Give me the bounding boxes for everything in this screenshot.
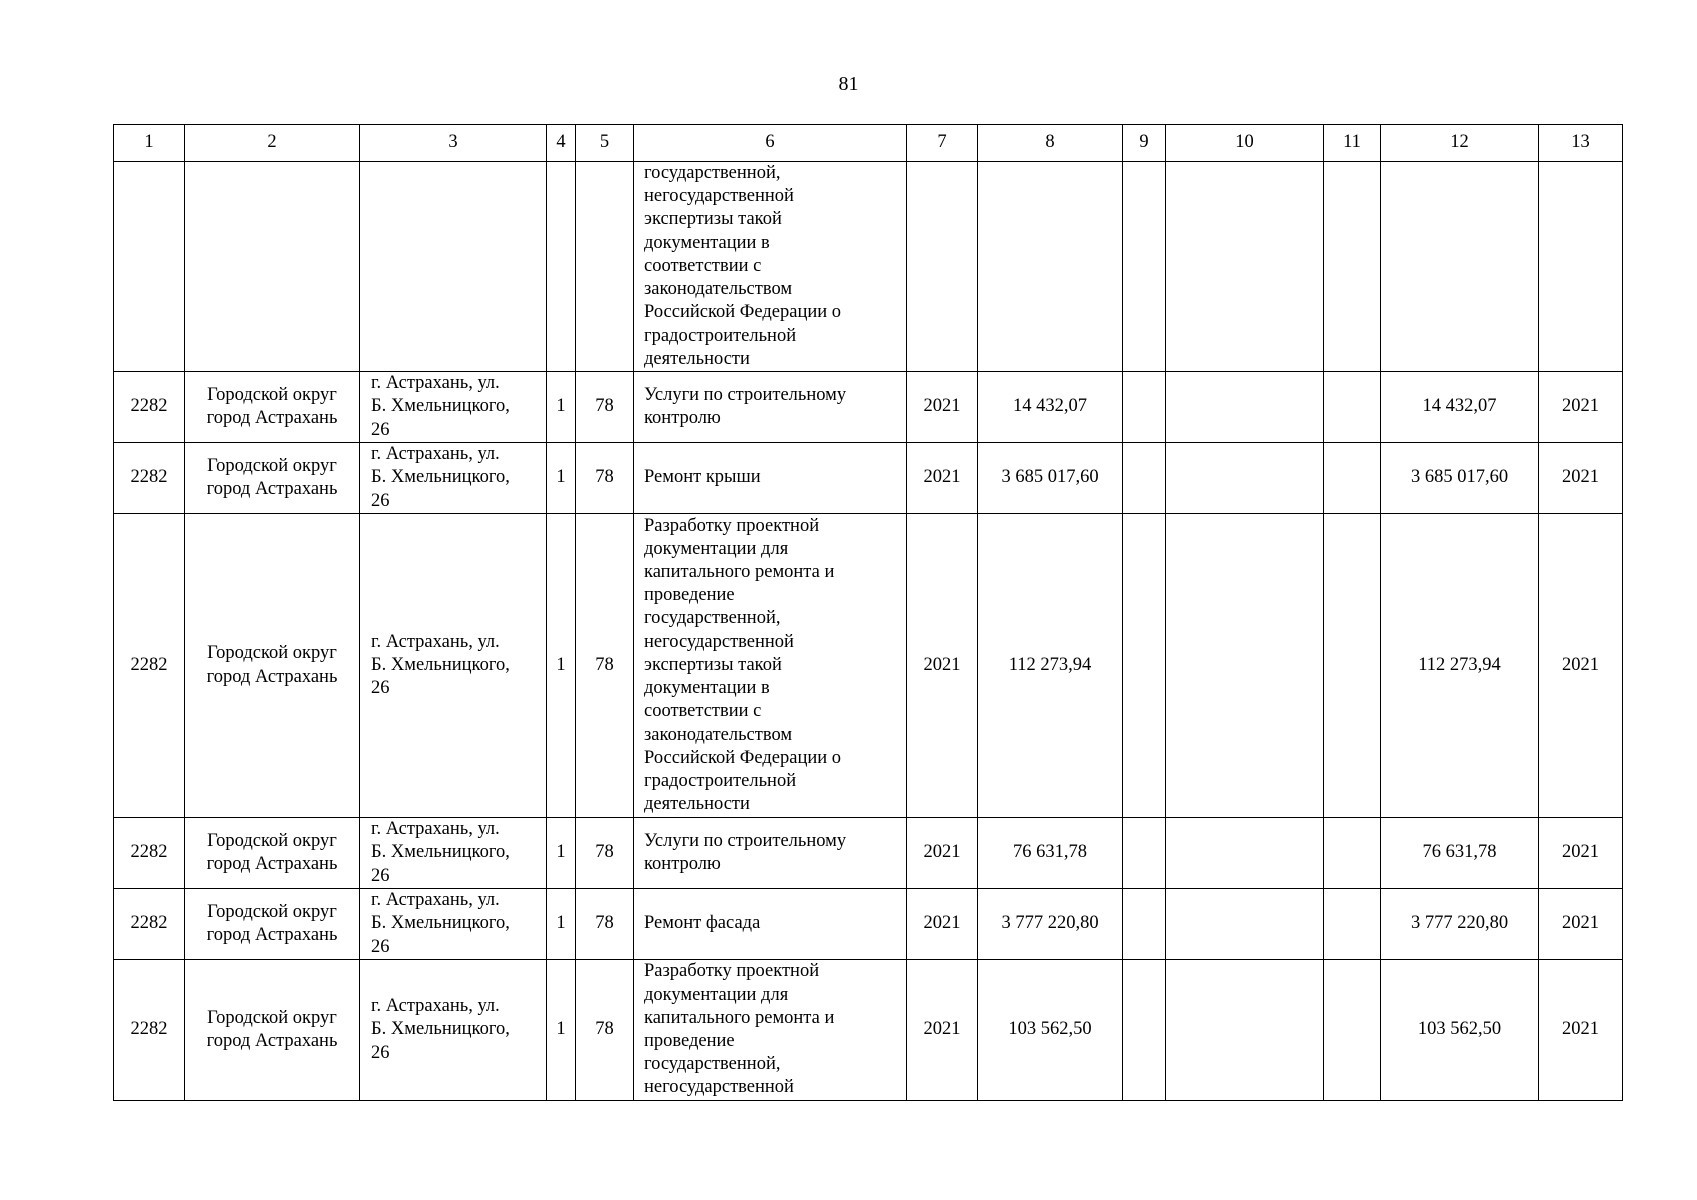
column-header: 6 [634, 125, 907, 162]
col12-cell: 3 777 220,80 [1381, 889, 1539, 960]
col11-cell [1324, 960, 1381, 1101]
row-number-cell [114, 162, 185, 372]
col13-cell: 2021 [1539, 372, 1623, 443]
address-cell: г. Астрахань, ул. Б. Хмельницкого, 26 [360, 960, 547, 1101]
cost-cell: 76 631,78 [978, 818, 1123, 889]
col5-cell: 78 [576, 372, 634, 443]
col13-cell [1539, 162, 1623, 372]
work-description-cell: Услуги по строительному контролю [634, 372, 907, 443]
col4-cell: 1 [547, 889, 576, 960]
year-cell: 2021 [907, 372, 978, 443]
municipality-cell: Городской округ город Астрахань [185, 818, 360, 889]
table-row [114, 162, 1623, 372]
table-row [114, 443, 1623, 514]
col11-cell [1324, 818, 1381, 889]
column-header: 8 [978, 125, 1123, 162]
col5-cell [576, 162, 634, 372]
work-description-cell: Услуги по строительному контролю [634, 818, 907, 889]
col4-cell: 1 [547, 960, 576, 1101]
cost-cell: 112 273,94 [978, 514, 1123, 818]
col4-cell: 1 [547, 372, 576, 443]
column-header: 4 [547, 125, 576, 162]
column-header: 3 [360, 125, 547, 162]
column-header: 2 [185, 125, 360, 162]
row-number-cell: 2282 [114, 960, 185, 1101]
col11-cell [1324, 372, 1381, 443]
col9-cell [1123, 443, 1166, 514]
table-body [114, 162, 1623, 1101]
col10-cell [1166, 960, 1324, 1101]
cost-cell [978, 162, 1123, 372]
column-header: 13 [1539, 125, 1623, 162]
page-number: 81 [838, 73, 859, 95]
col9-cell [1123, 514, 1166, 818]
table-row [114, 818, 1623, 889]
col4-cell: 1 [547, 443, 576, 514]
work-description-cell: Разработку проектной документации для капитального ремонта и проведение государственной, негосударственной экспертизы такой документации в соответствии с законодательством Российской Федерации о градостроительной деятельности [634, 514, 907, 818]
address-cell: г. Астрахань, ул. Б. Хмельницкого, 26 [360, 818, 547, 889]
table-header [114, 125, 1623, 162]
cost-cell: 3 777 220,80 [978, 889, 1123, 960]
work-description-cell: государственной, негосударственной экспертизы такой документации в соответствии с законодательством Российской Федерации о градостроительной деятельности [634, 162, 907, 372]
header-row [114, 125, 1623, 162]
table-row [114, 514, 1623, 818]
col10-cell [1166, 443, 1324, 514]
municipality-cell [185, 162, 360, 372]
col4-cell: 1 [547, 818, 576, 889]
row-number-cell: 2282 [114, 443, 185, 514]
column-header: 1 [114, 125, 185, 162]
col5-cell: 78 [576, 960, 634, 1101]
col4-cell: 1 [547, 514, 576, 818]
col9-cell [1123, 889, 1166, 960]
col10-cell [1166, 372, 1324, 443]
work-description-cell: Разработку проектной документации для капитального ремонта и проведение государственной, негосударственной [634, 960, 907, 1101]
row-number-cell: 2282 [114, 818, 185, 889]
work-description-cell: Ремонт крыши [634, 443, 907, 514]
col9-cell [1123, 162, 1166, 372]
column-header: 12 [1381, 125, 1539, 162]
year-cell: 2021 [907, 443, 978, 514]
col4-cell [547, 162, 576, 372]
address-cell: г. Астрахань, ул. Б. Хмельницкого, 26 [360, 443, 547, 514]
col9-cell [1123, 818, 1166, 889]
work-description-cell: Ремонт фасада [634, 889, 907, 960]
row-number-cell: 2282 [114, 514, 185, 818]
cost-cell: 3 685 017,60 [978, 443, 1123, 514]
col5-cell: 78 [576, 514, 634, 818]
col5-cell: 78 [576, 889, 634, 960]
column-header: 5 [576, 125, 634, 162]
table-row [114, 960, 1623, 1101]
year-cell [907, 162, 978, 372]
col12-cell: 112 273,94 [1381, 514, 1539, 818]
col5-cell: 78 [576, 818, 634, 889]
table-row [114, 372, 1623, 443]
col10-cell [1166, 514, 1324, 818]
row-number-cell: 2282 [114, 372, 185, 443]
register-table [113, 124, 1623, 1101]
address-cell [360, 162, 547, 372]
cost-cell: 103 562,50 [978, 960, 1123, 1101]
address-cell: г. Астрахань, ул. Б. Хмельницкого, 26 [360, 514, 547, 818]
col11-cell [1324, 162, 1381, 372]
col9-cell [1123, 372, 1166, 443]
municipality-cell: Городской округ город Астрахань [185, 960, 360, 1101]
column-header: 10 [1166, 125, 1324, 162]
col10-cell [1166, 889, 1324, 960]
municipality-cell: Городской округ город Астрахань [185, 372, 360, 443]
col11-cell [1324, 443, 1381, 514]
column-header: 11 [1324, 125, 1381, 162]
row-number-cell: 2282 [114, 889, 185, 960]
column-header: 7 [907, 125, 978, 162]
year-cell: 2021 [907, 960, 978, 1101]
column-header: 9 [1123, 125, 1166, 162]
col13-cell: 2021 [1539, 960, 1623, 1101]
col13-cell: 2021 [1539, 443, 1623, 514]
municipality-cell: Городской округ город Астрахань [185, 514, 360, 818]
col13-cell: 2021 [1539, 818, 1623, 889]
col13-cell: 2021 [1539, 889, 1623, 960]
col12-cell: 14 432,07 [1381, 372, 1539, 443]
year-cell: 2021 [907, 514, 978, 818]
col12-cell: 103 562,50 [1381, 960, 1539, 1101]
address-cell: г. Астрахань, ул. Б. Хмельницкого, 26 [360, 372, 547, 443]
col9-cell [1123, 960, 1166, 1101]
cost-cell: 14 432,07 [978, 372, 1123, 443]
municipality-cell: Городской округ город Астрахань [185, 889, 360, 960]
address-cell: г. Астрахань, ул. Б. Хмельницкого, 26 [360, 889, 547, 960]
col12-cell: 76 631,78 [1381, 818, 1539, 889]
table-row [114, 889, 1623, 960]
year-cell: 2021 [907, 818, 978, 889]
col13-cell: 2021 [1539, 514, 1623, 818]
year-cell: 2021 [907, 889, 978, 960]
col11-cell [1324, 514, 1381, 818]
col10-cell [1166, 818, 1324, 889]
col10-cell [1166, 162, 1324, 372]
municipality-cell: Городской округ город Астрахань [185, 443, 360, 514]
col12-cell: 3 685 017,60 [1381, 443, 1539, 514]
col5-cell: 78 [576, 443, 634, 514]
col12-cell [1381, 162, 1539, 372]
col11-cell [1324, 889, 1381, 960]
